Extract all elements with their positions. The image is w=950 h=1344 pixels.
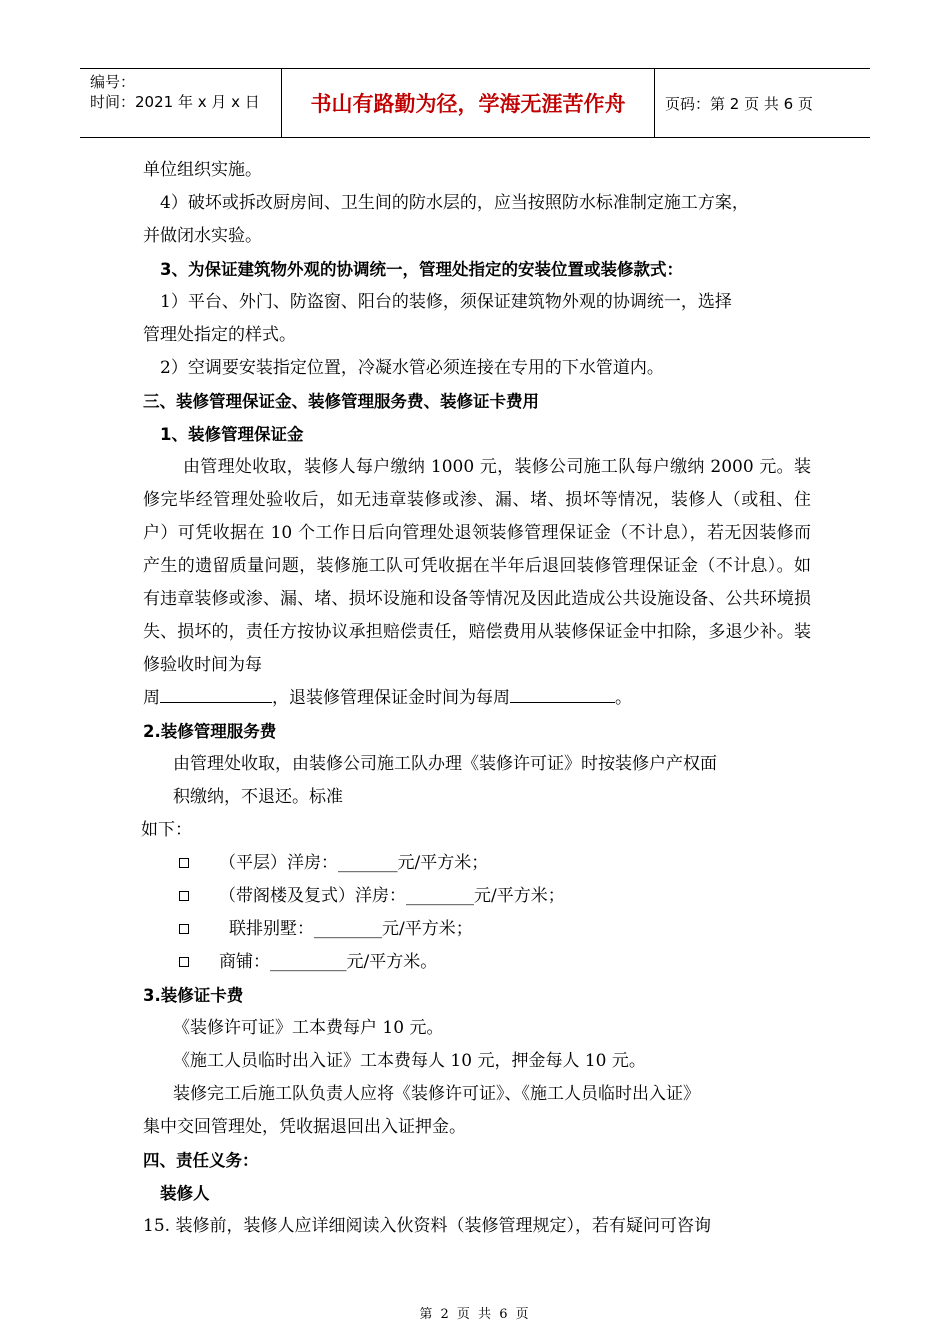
subheading: 1、装修管理保证金	[160, 425, 304, 444]
fee-item-text: 商铺：_________元/平方米。	[219, 952, 438, 972]
body-line: 并做闭水实验。	[143, 226, 262, 246]
body-line: 装修完工后施工队负责人应将《装修许可证》、《施工人员临时出入证》	[173, 1084, 700, 1104]
blank-line	[160, 682, 272, 703]
week-line	[143, 682, 811, 715]
subheading: 3、为保证建筑物外观的协调统一，管理处指定的安装位置或装修款式：	[160, 260, 683, 279]
fee-item	[143, 913, 811, 946]
paragraph: 由管理处收取，装修人每户缴纳 1000 元，装修公司施工队每户缴纳 2000 元。装修完毕经管理处验收后，如无违章装修或渗、漏、堵、损坏等情况，装修人（或租、住户）可凭收据在 10 个工作日后向管理处退领装修管理保证金（不计息），若无因装修而产生的遗留质量问题，装修施工队可凭收据在半年后退回装修管理保证金（不计息）。如有违章装修或渗、漏、堵、损坏设施和设备等情况及因此造成公共设施设备、公共环境损失、损坏的，责任方按协议承担赔偿责任，赔偿费用从装修保证金中扣除，多退少补。装修验收时间为每	[143, 457, 811, 675]
body-line: 15. 装修前，装修人应详细阅读入伙资料（装修管理规定），若有疑问可咨询	[143, 1216, 711, 1236]
fee-item-text: （平层）洋房：_______元/平方米；	[219, 853, 489, 873]
subheading: 3.装修证卡费	[143, 986, 244, 1005]
fee-item-text: （带阁楼及复式）洋房：________元/平方米；	[219, 886, 565, 906]
fee-item	[143, 880, 811, 913]
section-heading: 四、责任义务：	[143, 1151, 259, 1170]
subheading: 装修人	[160, 1184, 210, 1203]
fee-item-text: 联排别墅：________元/平方米；	[229, 919, 473, 939]
checkbox-icon	[179, 924, 189, 934]
fee-item	[143, 946, 811, 979]
page-header	[80, 68, 870, 138]
fee-item	[143, 847, 811, 880]
blank-line	[510, 682, 615, 703]
page-footer: 第 2 页 共 6 页	[419, 1307, 531, 1322]
subheading: 2.装修管理服务费	[143, 722, 277, 741]
week-mid: ，退装修管理保证金时间为每周	[272, 688, 510, 708]
body-line: 4）破坏或拆改厨房间、卫生间的防水层的，应当按照防水标准制定施工方案，	[160, 193, 749, 213]
body-line: 2）空调要安装指定位置，冷凝水管必须连接在专用的下水管道内。	[160, 358, 664, 378]
week-end: 。	[615, 688, 632, 708]
checkbox-icon	[179, 858, 189, 868]
week-prefix: 周	[143, 688, 160, 708]
document-body	[143, 154, 811, 1243]
paragraph: 积缴纳，不退还。标准	[173, 787, 343, 807]
paragraph: 如下：	[141, 820, 192, 840]
body-line: 1）平台、外门、防盗窗、阳台的装修，须保证建筑物外观的协调统一，选择	[160, 292, 732, 312]
time-label: 时间：2021 年 x 月 x 日	[90, 93, 260, 111]
body-line: 《装修许可证》工本费每户 10 元。	[173, 1018, 444, 1038]
code-label: 编号：	[90, 73, 136, 91]
body-line: 《施工人员临时出入证》工本费每人 10 元，押金每人 10 元。	[173, 1051, 646, 1071]
checkbox-icon	[179, 957, 189, 967]
checkbox-icon	[179, 891, 189, 901]
header-left-cell	[80, 69, 282, 137]
paragraph: 由管理处收取，由装修公司施工队办理《装修许可证》时按装修户产权面	[173, 754, 717, 774]
body-line: 集中交回管理处，凭收据退回出入证押金。	[143, 1117, 466, 1137]
section-heading: 三、装修管理保证金、装修管理服务费、装修证卡费用	[143, 392, 539, 411]
header-motto: 书山有路勤为径，学海无涯苦作舟	[282, 69, 655, 137]
body-line: 管理处指定的样式。	[143, 325, 296, 345]
header-page-label: 页码：第 2 页 共 6 页	[665, 94, 813, 113]
body-line: 单位组织实施。	[143, 160, 262, 180]
